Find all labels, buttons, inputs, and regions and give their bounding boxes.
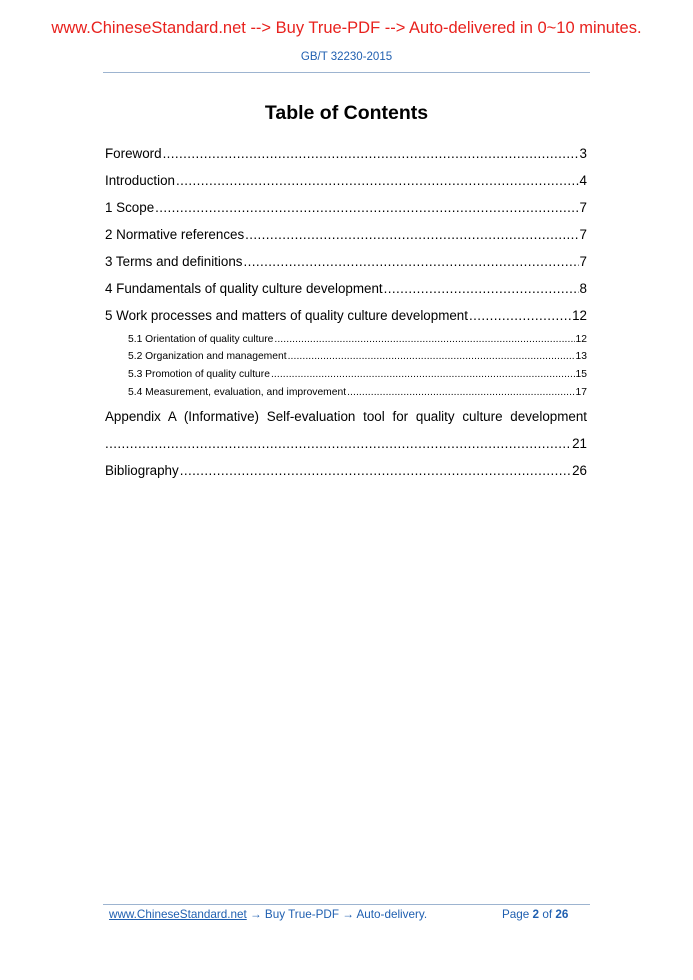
page-label: Page — [502, 908, 530, 921]
page-indicator — [502, 908, 568, 921]
toc-entry-page: 4 — [579, 173, 587, 188]
site-link[interactable]: www.ChineseStandard.net — [109, 908, 247, 921]
dot-leader — [180, 463, 571, 479]
dot-leader — [274, 334, 574, 346]
dot-leader — [243, 254, 578, 270]
toc-subentry-promotion[interactable] — [128, 369, 587, 381]
page-current: 2 — [532, 908, 540, 921]
toc-entry-page: 26 — [572, 463, 587, 478]
toc-entry-foreword[interactable] — [105, 146, 587, 162]
dot-leader — [271, 369, 575, 381]
toc-entry-label: 5.3 Promotion of quality culture — [128, 369, 270, 380]
toc-subentry-orientation[interactable] — [128, 334, 587, 346]
toc-entry-work-processes[interactable] — [105, 308, 587, 324]
toc-entry-appendix-label[interactable]: Appendix A (Informative) Self-evaluation tool for quality culture development — [105, 409, 587, 424]
toc-entry-terms-definitions[interactable] — [105, 254, 587, 270]
toc-entry-page: 13 — [575, 351, 587, 362]
toc-entry-page: 7 — [579, 200, 587, 215]
dot-leader — [347, 387, 574, 399]
toc-entry-page: 17 — [575, 387, 587, 398]
dot-leader — [163, 146, 579, 162]
toc-entry-label: 2 Normative references — [105, 227, 245, 242]
toc-entry-appendix-page-line[interactable] — [105, 436, 587, 452]
page-of: of — [542, 908, 553, 921]
dot-leader — [176, 173, 579, 189]
toc-entry-label: Bibliography — [105, 463, 179, 478]
dot-leader — [469, 308, 571, 324]
toc-entry-page: 7 — [579, 254, 587, 269]
toc-entry-page: 8 — [579, 281, 587, 296]
page-total: 26 — [555, 908, 569, 921]
toc-entry-label: 5.1 Orientation of quality culture — [128, 334, 274, 345]
toc-entry-label: 5.2 Organization and management — [128, 351, 287, 362]
toc-entry-label: 1 Scope — [105, 200, 155, 215]
dot-leader — [245, 227, 578, 243]
dot-leader — [155, 200, 578, 216]
toc-title: Table of Contents — [264, 102, 429, 124]
toc-entry-label: Foreword — [105, 146, 162, 161]
toc-entry-fundamentals[interactable] — [105, 281, 587, 297]
toc-entry-page: 15 — [575, 369, 587, 380]
buy-true-pdf-link[interactable]: Buy True-PDF — [264, 908, 339, 921]
toc-entry-page: 12 — [572, 308, 587, 323]
dot-leader — [384, 281, 579, 297]
toc-entry-page: 12 — [575, 334, 587, 345]
toc-subentry-organization[interactable] — [128, 351, 587, 363]
site-banner[interactable]: www.ChineseStandard.net --> Buy True-PDF --> Auto-delivered in 0~10 minutes. — [51, 19, 642, 37]
arrow-icon: → — [249, 908, 262, 921]
toc-entry-label: 5.4 Measurement, evaluation, and improvement — [128, 387, 347, 398]
dot-leader — [288, 351, 575, 363]
footer-links — [109, 908, 427, 921]
dot-leader — [105, 436, 571, 452]
toc-subentry-measurement[interactable] — [128, 387, 587, 399]
footer-divider — [103, 904, 590, 905]
toc-entry-bibliography[interactable] — [105, 463, 587, 479]
toc-entry-label: 4 Fundamentals of quality culture development — [105, 281, 383, 296]
toc-entry-page: 21 — [572, 436, 587, 451]
auto-delivery-text: Auto-delivery. — [356, 908, 428, 921]
toc-entry-label: 3 Terms and definitions — [105, 254, 243, 269]
toc-entry-label: 5 Work processes and matters of quality culture development — [105, 308, 468, 323]
toc-entry-page: 7 — [579, 227, 587, 242]
toc-entry-label: Introduction — [105, 173, 175, 188]
toc-entry-scope[interactable] — [105, 200, 587, 216]
arrow-icon: → — [342, 908, 354, 921]
standard-number: GB/T 32230-2015 — [300, 51, 393, 63]
toc-entry-normative-references[interactable] — [105, 227, 587, 243]
toc-entry-introduction[interactable] — [105, 173, 587, 189]
header-divider — [103, 72, 590, 73]
toc-entry-page: 3 — [579, 146, 587, 161]
